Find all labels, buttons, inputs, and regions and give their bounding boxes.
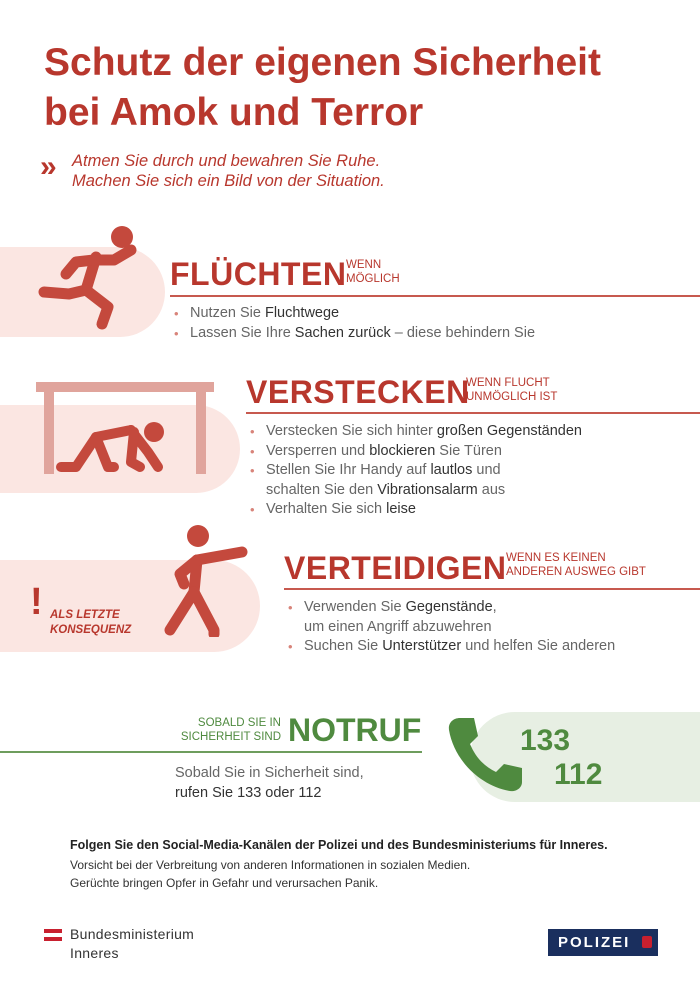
verteidigen-list xyxy=(286,598,615,657)
footer-text: Vorsicht bei der Verbreitung von anderen Informationen in sozialen Medien. Gerüchte bringen Opfer in Gefahr und verursachen Panik. xyxy=(70,858,471,890)
list-item: • Suchen Sie Unterstützer und helfen Sie anderen xyxy=(286,637,615,657)
intro-text xyxy=(72,151,385,191)
list-item-continued: schalten Sie den Vibrationsalarm aus xyxy=(266,481,506,498)
list-item: • Verwenden Sie Gegenstände, xyxy=(286,598,615,618)
verstecken-heading: VERSTECKEN xyxy=(246,374,470,410)
list-item-continued: um einen Angriff abzuwehren xyxy=(304,618,492,635)
title-line-2: bei Amok und Terror xyxy=(44,91,424,134)
notruf-heading: NOTRUF xyxy=(288,712,422,748)
notruf-number-112: 112 xyxy=(554,758,603,791)
verstecken-subheading: WENN FLUCHT UNMÖGLICH IST xyxy=(466,377,558,403)
fluechten-subheading: WENN MÖGLICH xyxy=(346,259,400,285)
page-title xyxy=(44,38,601,138)
ministry-logo-text: Bundesministerium Inneres xyxy=(70,926,195,961)
verteidigen-divider xyxy=(284,588,700,590)
list-item: • Verhalten Sie sich leise xyxy=(248,500,582,520)
title-line-1: Schutz der eigenen Sicherheit xyxy=(44,41,601,84)
verteidigen-subheading: WENN ES KEINEN ANDEREN AUSWEG GIBT xyxy=(506,552,646,578)
austria-flag-icon xyxy=(44,929,62,941)
fluechten-list xyxy=(172,304,535,343)
intro-line-1: Atmen Sie durch und bewahren Sie Ruhe. xyxy=(72,152,381,170)
verstecken-divider xyxy=(246,412,700,414)
list-item: • Lassen Sie Ihre Sachen zurück – diese behindern Sie xyxy=(172,324,535,344)
intro-line-2: Machen Sie sich ein Bild von der Situation. xyxy=(72,172,385,190)
list-item: • Verstecken Sie sich hinter großen Gegenständen xyxy=(248,422,582,442)
hiding-under-table-icon xyxy=(36,382,216,477)
verstecken-list xyxy=(248,422,582,520)
polizei-logo: POLIZEI xyxy=(548,929,658,956)
verteidigen-heading: VERTEIDIGEN xyxy=(284,550,507,586)
notruf-text: Sobald Sie in Sicherheit sind, rufen Sie 133 oder 112 xyxy=(175,765,364,801)
last-resort-label: ALS LETZTE KONSEQUENZ xyxy=(50,609,132,636)
fluechten-divider xyxy=(170,295,700,297)
list-item: • Stellen Sie Ihr Handy auf lautlos und xyxy=(248,461,582,481)
list-item: • Nutzen Sie Fluchtwege xyxy=(172,304,535,324)
exclamation-icon: ! xyxy=(30,581,43,623)
notruf-divider xyxy=(0,751,422,753)
eagle-emblem-icon xyxy=(642,936,652,948)
notruf-subheading: SOBALD SIE IN SICHERHEIT SIND xyxy=(180,717,281,743)
phone-icon xyxy=(446,714,526,794)
fluechten-heading: FLÜCHTEN xyxy=(170,256,347,292)
defending-person-icon xyxy=(152,522,252,637)
double-chevron-icon: » xyxy=(40,150,57,183)
list-item: • Versperren und blockieren Sie Türen xyxy=(248,442,582,462)
notruf-number-133: 133 xyxy=(520,724,571,757)
running-person-icon xyxy=(36,222,146,332)
footer-headline: Folgen Sie den Social-Media-Kanälen der Polizei und des Bundesministeriums für Inneres. xyxy=(70,838,608,852)
